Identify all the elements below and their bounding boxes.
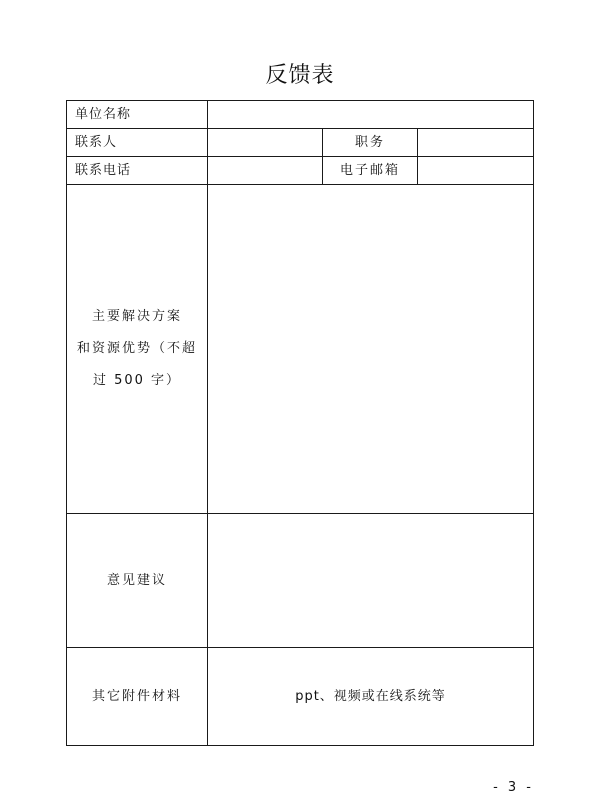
phone-label: 联系电话 [66, 156, 208, 185]
suggestion-label: 意见建议 [66, 513, 208, 648]
solution-field[interactable] [207, 184, 534, 514]
solution-label-line-2: 和资源优势（不超 [76, 341, 197, 356]
page-number: - 3 - [493, 780, 534, 795]
contact-label: 联系人 [66, 128, 208, 157]
email-field[interactable] [417, 156, 534, 185]
contact-field[interactable] [207, 128, 323, 157]
feedback-form [66, 100, 534, 746]
phone-field[interactable] [207, 156, 323, 185]
position-label: 职务 [322, 128, 418, 157]
solution-label-line-3: 过 500 字） [92, 373, 182, 388]
unit-name-field[interactable] [207, 100, 534, 129]
attachments-field[interactable]: ppt、视频或在线系统等 [207, 647, 534, 746]
solution-label [66, 184, 208, 514]
unit-name-label: 单位名称 [66, 100, 208, 129]
suggestion-field[interactable] [207, 513, 534, 648]
solution-label-line-1: 主要解决方案 [91, 309, 182, 324]
position-field[interactable] [417, 128, 534, 157]
email-label: 电子邮箱 [322, 156, 418, 185]
form-title: 反馈表 [265, 63, 335, 88]
attachments-label: 其它附件材料 [66, 647, 208, 746]
